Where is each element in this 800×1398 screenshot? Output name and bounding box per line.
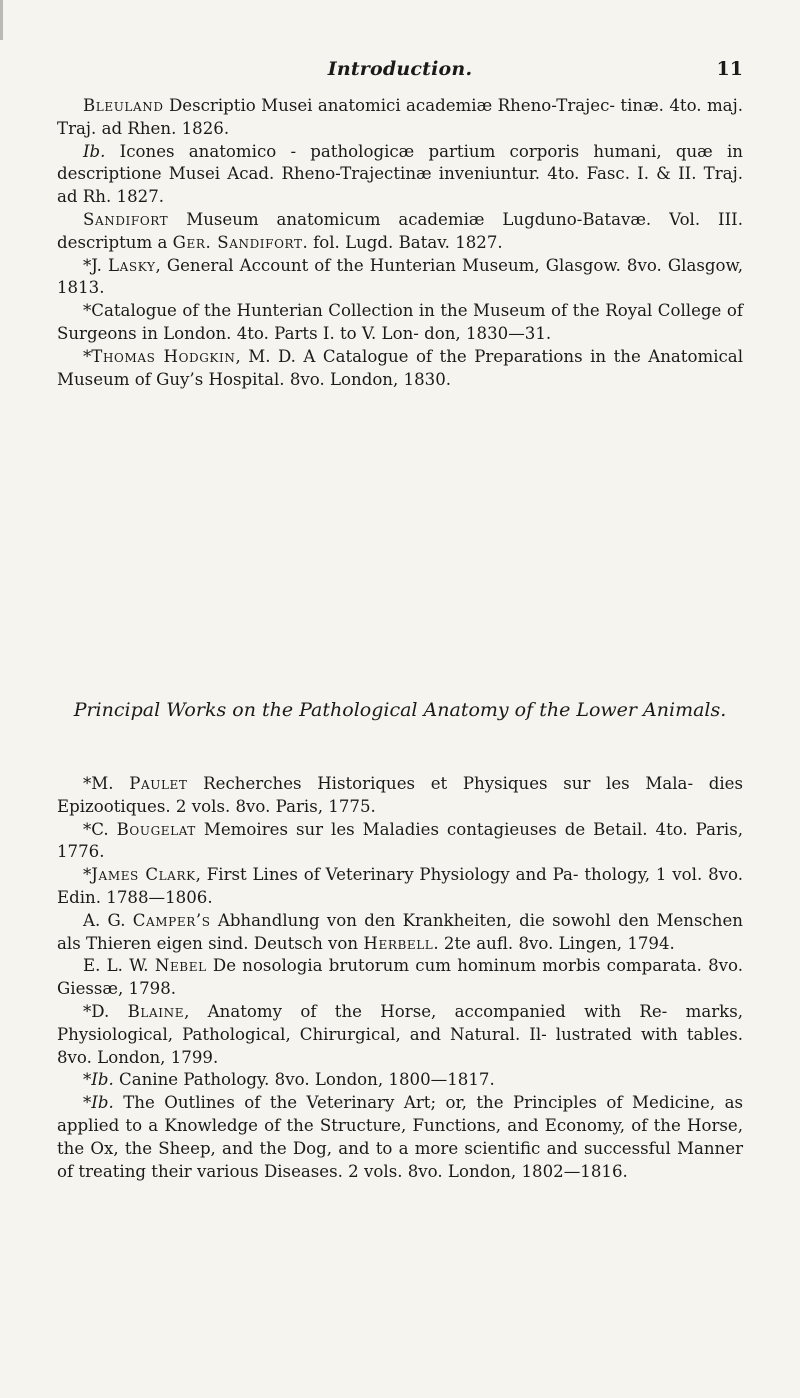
entry-prefix: *J.: [83, 255, 109, 275]
entry-author: Sandifort: [83, 209, 169, 229]
entry-text: . fol. Lugd. Batav. 1827.: [302, 232, 503, 252]
entry-text: , M. D. A Catalogue of the Preparations in the Anatomical Museum of Guy’s Hospital. 8vo. London, 1830.: [57, 346, 743, 389]
bibliography-entry: [57, 819, 743, 865]
bibliography-entry: [57, 95, 743, 141]
page-edge-shadow: [0, 0, 3, 40]
entry-text: , First Lines of Veterinary Physiology and Pa- thology, 1 vol. 8vo. Edin. 1788—1806.: [57, 865, 743, 907]
bibliography-entry: [57, 255, 743, 301]
bibliography-entry: [57, 346, 743, 392]
entry-prefix: *: [83, 1070, 92, 1090]
bibliography-entry: [57, 1001, 743, 1069]
entry-author: Bleuland: [83, 96, 164, 115]
bibliography-entry: [57, 773, 743, 819]
bibliography-entry: [57, 141, 743, 209]
entry-author: Bougelat: [116, 819, 196, 839]
entry-prefix: *: [83, 865, 92, 885]
entry-author: Herbell: [363, 933, 434, 953]
entry-text: , General Account of the Hunterian Museum, Glasgow. 8vo. Glasgow, 1813.: [57, 255, 743, 298]
entry-text: Museum anatomicum academiæ Lugduno-Batavæ. Vol. III. descriptum a: [57, 209, 743, 252]
entry-prefix: *D.: [83, 1001, 128, 1021]
entry-prefix: E. L. W.: [83, 956, 155, 976]
entry-text: Abhandlung von den Krankheiten, die sowohl den Menschen als Thieren eigen sind. Deutsch von: [57, 910, 743, 953]
entry-author: Camper’s: [132, 910, 211, 930]
bibliography-entry: [57, 1069, 743, 1092]
bibliography-entry: [57, 955, 743, 1001]
entry-author: Thomas Hodgkin: [91, 346, 236, 366]
entry-author: Lasky: [108, 255, 156, 275]
entry-prefix: *M.: [83, 774, 130, 793]
entry-text: , Anatomy of the Horse, accompanied with Re- marks, Physiological, Pathological, Chirurgical, and Natural. Il- lustrated with tables. 8vo. London, 1799.: [57, 1001, 743, 1067]
entry-text: *Catalogue of the Hunterian Collection in the Museum of the Royal College of Surgeons in London. 4to. Parts I. to V. Lon- don, 1830—31.: [57, 301, 743, 343]
entry-text: The Outlines of the Veterinary Art; or, the Principles of Medicine, as applied to a Knowledge of the Structure, Functions, and Economy, of the Horse, the Ox, the Sheep, and the Dog, and to a more scientific and successful Manner of treating their various Diseases. 2 vols. 8vo. London, 1802—1816.: [57, 1093, 743, 1181]
bibliography-entry: [57, 209, 743, 255]
entry-text: Icones anatomico - pathologicæ partium corporis humani, quæ in descriptione Musei Acad. Rheno-Trajectinæ inveniuntur. 4to. Fasc. I. & II. Traj. ad Rh. 1827.: [57, 141, 743, 207]
running-title: Introduction.: [327, 58, 473, 80]
entry-author: Ib.: [91, 1093, 114, 1113]
page-number: 11: [716, 58, 743, 80]
entry-text: Descriptio Musei anatomici academiæ Rheno-Trajec- tinæ. 4to. maj. Traj. ad Rhen. 1826.: [57, 96, 743, 138]
page-header: [0, 58, 800, 88]
entry-text: Memoires sur les Maladies contagieuses de Betail. 4to. Paris, 1776.: [57, 819, 744, 862]
entry-author: Blaine: [127, 1001, 185, 1021]
museum-catalogue-entries: [57, 95, 743, 391]
entry-author: Nebel: [154, 956, 207, 976]
entry-text: Canine Pathology. 8vo. London, 1800—1817.: [113, 1070, 495, 1090]
lower-animals-entries: [57, 773, 743, 1183]
entry-author: Ib.: [91, 1070, 114, 1090]
entry-text: . 2te aufl. 8vo. Lingen, 1794.: [433, 933, 675, 953]
entry-author: Paulet: [129, 774, 188, 793]
entry-author: Ger. Sandifort: [172, 232, 303, 252]
entry-text: De nosologia brutorum cum hominum morbis comparata. 8vo. Giessæ, 1798.: [57, 956, 743, 999]
bibliography-entry: [57, 1092, 743, 1183]
entry-prefix: *: [83, 1093, 92, 1113]
entry-author: Ib.: [83, 141, 106, 161]
entry-prefix: *C.: [83, 819, 117, 839]
entry-text: Recherches Historiques et Physiques sur les Mala- dies Epizootiques. 2 vols. 8vo. Paris, 1775.: [57, 774, 743, 816]
entry-prefix: *: [83, 346, 92, 366]
section-heading: Principal Works on the Pathological Anatomy of the Lower Animals.: [73, 699, 727, 721]
bibliography-entry: [57, 300, 743, 346]
bibliography-entry: [57, 864, 743, 910]
entry-author: James Clark: [91, 865, 196, 885]
bibliography-entry: [57, 910, 743, 956]
entry-prefix: A. G.: [83, 910, 133, 930]
